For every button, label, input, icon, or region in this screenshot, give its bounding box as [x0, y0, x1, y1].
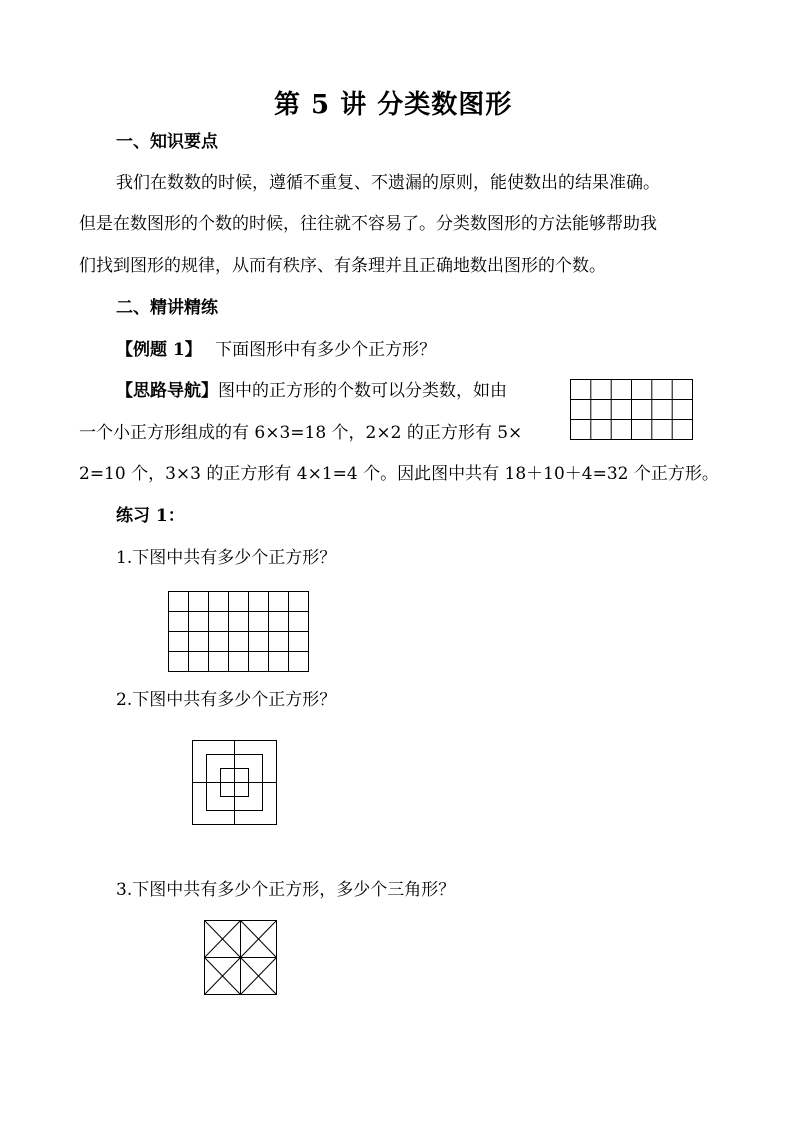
question-2-nested-squares-figure	[191, 739, 279, 827]
hint-line-1	[116, 381, 507, 401]
paragraph-line-3: 们找到图形的规律，从而有秩序、有条理并且正确地数出图形的个数。	[79, 256, 606, 276]
question-3: 3.下图中共有多少个正方形，多少个三角形？	[116, 880, 456, 900]
hint-text: 图中的正方形的个数可以分类数，如由	[218, 381, 507, 401]
example-label: 【例题 1】	[116, 340, 202, 360]
question-2: 2.下图中共有多少个正方形？	[116, 690, 337, 710]
paragraph-line-2: 但是在数图形的个数的时候，往往就不容易了。分类数图形的方法能够帮助我	[79, 214, 657, 234]
hint-label: 【思路导航】	[116, 381, 218, 401]
hint-line-2: 一个小正方形组成的有 6×3=18 个，2×2 的正方形有 5×	[79, 423, 523, 443]
practice-heading: 练习 1：	[116, 506, 185, 526]
section-heading-practice-lecture: 二、精讲精练	[116, 298, 218, 318]
question-1-grid-figure	[167, 590, 311, 674]
question-1: 1.下图中共有多少个正方形？	[116, 548, 337, 568]
example-1	[116, 340, 436, 360]
example-grid-figure	[568, 378, 696, 442]
paragraph-line-1: 我们在数数的时候，遵循不重复、不遗漏的原则，能使数出的结果准确。	[116, 173, 660, 193]
question-3-square-triangles-figure	[203, 919, 279, 997]
section-heading-knowledge: 一、知识要点	[116, 132, 218, 152]
page-title: 第 5 讲 分类数图形	[274, 90, 513, 120]
hint-line-3: 2=10 个，3×3 的正方形有 4×1=4 个。因此图中共有 18＋10＋4=32 个正方形。	[79, 464, 719, 484]
example-question: 下面图形中有多少个正方形？	[215, 340, 437, 360]
